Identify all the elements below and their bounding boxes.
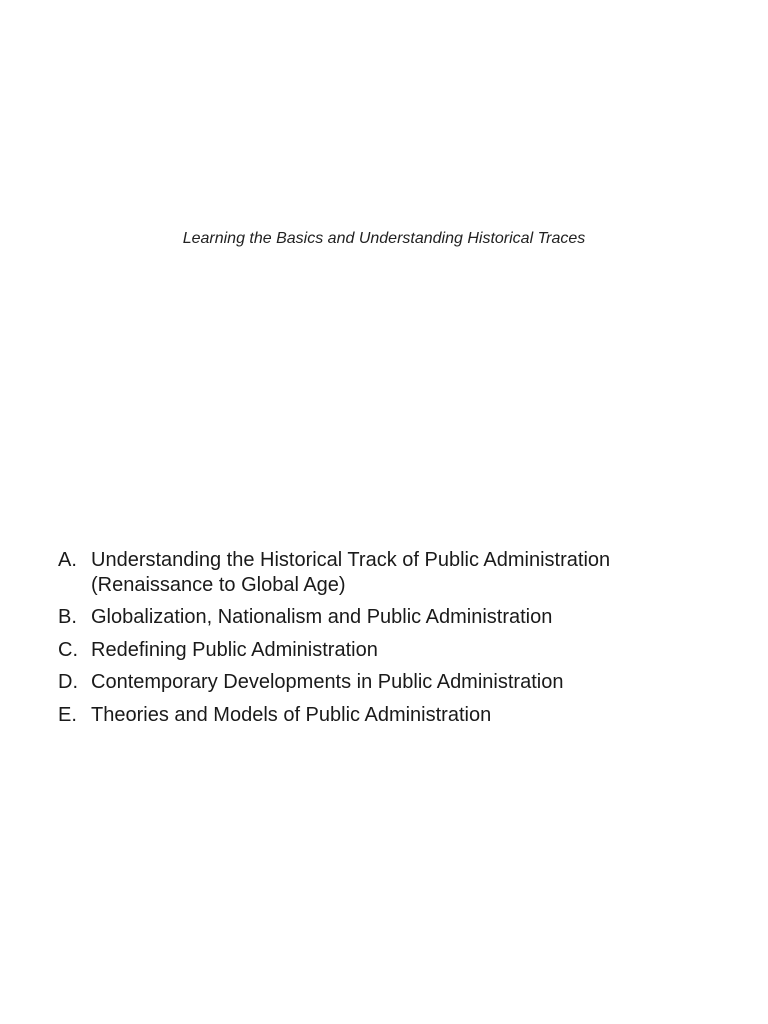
outline-line: Theories and Models of Public Administration [91,703,492,726]
outline-text [91,703,738,728]
outline-line: Redefining Public Administration [91,638,378,661]
outline-item-b [58,605,738,630]
outline-item-d [58,670,738,695]
outline-item-c [58,638,738,663]
topic-outline [58,548,738,735]
outline-line: Globalization, Nationalism and Public Administration [91,606,553,628]
outline-item-a [58,548,738,597]
outline-line: Contemporary Developments in Public Administration [91,671,564,693]
outline-marker: C. [58,638,78,661]
outline-text [91,670,738,695]
document-subtitle: Learning the Basics and Understanding Historical Traces [182,230,586,247]
outline-text [91,548,738,597]
outline-marker: E. [58,703,77,726]
outline-line: Understanding the Historical Track of Public Administration [91,549,611,571]
outline-marker: A. [58,549,77,571]
outline-item-e [58,703,738,728]
outline-text [91,638,738,663]
outline-marker: B. [58,606,77,628]
outline-marker: D. [58,671,78,693]
outline-line: (Renaissance to Global Age) [91,573,346,596]
outline-text [91,605,738,630]
